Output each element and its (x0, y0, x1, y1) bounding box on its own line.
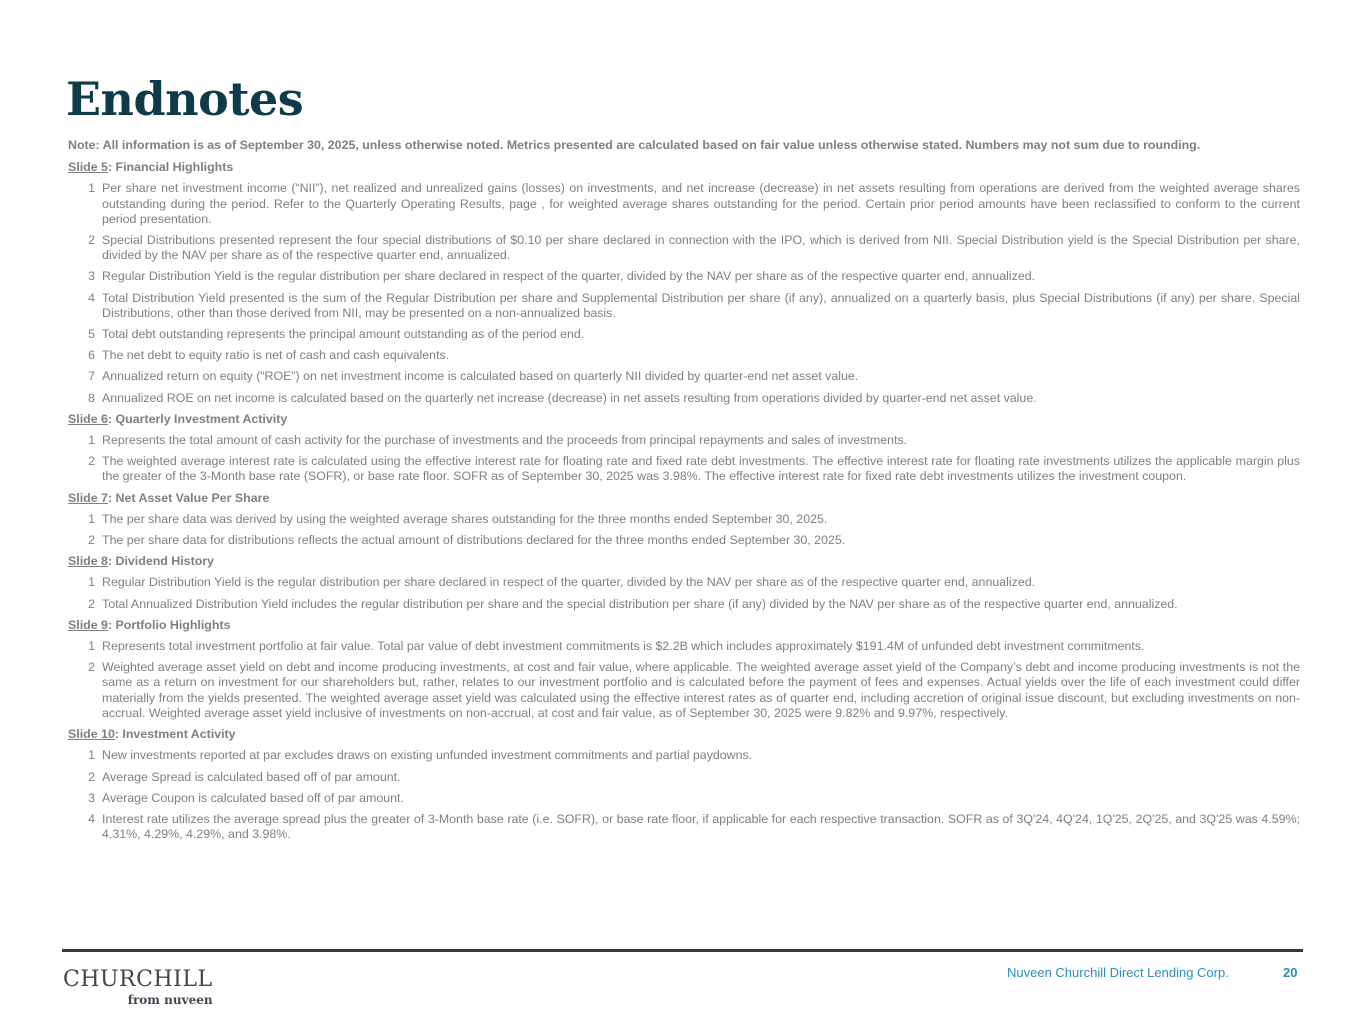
endnote-item (68, 748, 1300, 763)
section-heading (68, 727, 1300, 742)
endnote-item (68, 533, 1300, 548)
endnote-number: 1 (88, 748, 95, 763)
slide-reference-link[interactable]: Slide 8 (68, 554, 108, 569)
churchill-logo (63, 968, 213, 1006)
section-heading (68, 554, 1300, 569)
endnote-item (68, 181, 1300, 227)
endnote-text: Total Distribution Yield presented is the sum of the Regular Distribution per share and Supplemental Distribution per share (if any), annualized on a quarterly basis, plus Special Distributions (if any) per share. Special Distributions, other than those derived from NII, may be presented on a non-annualized basis. (102, 290, 1300, 320)
endnote-item (68, 575, 1300, 590)
endnote-number: 7 (88, 369, 95, 384)
endnote-text: Total debt outstanding represents the principal amount outstanding as of the period end. (102, 327, 585, 342)
endnote-text: Annualized ROE on net income is calculated based on the quarterly net increase (decrease) in net assets resulting from operations divided by quarter-end net asset value. (102, 390, 1037, 405)
logo-sub-text: from nuveen (127, 993, 213, 1007)
endnote-number: 2 (88, 533, 95, 548)
endnote-item (68, 812, 1300, 842)
endnote-text: The per share data for distributions reflects the actual amount of distributions declared for the three months ended September 30, 2025. (102, 533, 846, 548)
endnote-text: Special Distributions presented represent the four special distributions of $0.10 per share declared in connection with the IPO, which is derived from NII. Special Distribution yield is the Special Distribution per share, divided by the NAV per share as of the respective quarter end, annualized. (102, 233, 1300, 263)
endnote-item (68, 454, 1300, 484)
endnote-text: Total Annualized Distribution Yield includes the regular distribution per share and the special distribution per share (if any) divided by the NAV per share as of the respective quarter end, annualized. (102, 596, 1178, 611)
section-heading (68, 412, 1300, 427)
endnote-section (68, 554, 1300, 612)
endnote-text: The weighted average interest rate is calculated using the effective interest rate for floating rate and fixed rate debt investments. The effective interest rate for floating rate investments utilizes the applicable margin plus the greater of the 3-Month base rate (SOFR), or base rate floor. SOFR as of September 30, 2025 was 3.98%. The effective interest rate for fixed rate debt investments utilizes the investment coupon. (102, 454, 1300, 484)
footer-company-name: Nuveen Churchill Direct Lending Corp. (1007, 965, 1229, 980)
endnote-text: Interest rate utilizes the average spread plus the greater of 3-Month base rate (i.e. SOFR), or base rate floor, if applicable for each respective transaction. SOFR as of 3Q'24, 4Q'24, 1Q'25, 2Q'25, and 3Q'25 was 4.59%; 4.31%, 4.29%, 4.29%, and 3.98%. (102, 811, 1300, 842)
note-text: Note: All information is as of September 30, 2025, unless otherwise noted. Metrics presented are calculated based on fair value unless otherwise stated. Numbers may not sum due to rounding. (68, 138, 1201, 152)
section-heading-text: : Net Asset Value Per Share (107, 490, 270, 505)
endnote-section (68, 491, 1300, 549)
endnote-item (68, 770, 1300, 785)
endnote-section (68, 618, 1300, 721)
endnote-number: 1 (88, 639, 95, 654)
endnote-number: 4 (88, 811, 95, 826)
slide-reference-link[interactable]: Slide 5 (68, 160, 108, 175)
section-heading (68, 491, 1300, 506)
endnote-number: 6 (88, 348, 95, 363)
section-heading-text: : Dividend History (107, 554, 214, 569)
endnote-text: Regular Distribution Yield is the regular distribution per share declared in respect of the quarter, divided by the NAV per share as of the respective quarter end, annualized. (102, 269, 1036, 284)
endnote-number: 4 (88, 290, 95, 305)
endnote-number: 3 (88, 269, 95, 284)
endnote-item (68, 369, 1300, 384)
section-heading (68, 618, 1300, 633)
endnote-number: 3 (88, 790, 95, 805)
endnote-text: New investments reported at par excludes draws on existing unfunded investment commitments and partial paydowns. (102, 748, 753, 763)
endnote-number: 2 (88, 596, 95, 611)
slide-reference-link[interactable]: Slide 6 (68, 411, 108, 426)
endnote-number: 2 (88, 454, 95, 469)
endnote-item (68, 597, 1300, 612)
logo-main-text: CHURCHILL (63, 967, 213, 992)
section-heading-text: : Quarterly Investment Activity (107, 411, 288, 426)
endnote-sections (68, 160, 1300, 842)
endnote-number: 2 (88, 660, 95, 675)
endnote-item (68, 391, 1300, 406)
endnote-text: Per share net investment income (“NII”), net realized and unrealized gains (losses) on investments, and net increase (decrease) in net assets resulting from operations are derived from the weighted average shares outstanding during the period. Refer to the Quarterly Operating Results, page , for weighted average shares outstanding for the period. Certain prior period amounts have been reclassified to conform to the current period presentation. (102, 181, 1300, 226)
endnote-text: Represents the total amount of cash activity for the purchase of investments and the proceeds from principal repayments and sales of investments. (102, 433, 908, 448)
endnote-number: 1 (88, 575, 95, 590)
endnote-section (68, 160, 1300, 406)
endnote-text: Weighted average asset yield on debt and income producing investments, at cost and fair value, where applicable. The weighted average asset yield of the Company’s debt and income producing investments is not the same as a return on investment for our shareholders but, rather, relates to our investment portfolio and is calculated before the payment of fees and expenses. Actual yields over the life of each investment could differ materially from the yields presented. The weighted average asset yield was calculated using the effective interest rates as of quarter end, including accretion of original issue discount, but excluding investments on non-accrual. Weighted average asset yield inclusive of investments on non-accrual, at cost and fair value, as of September 30, 2025 were 9.82% and 9.97%, respectively. (102, 660, 1300, 720)
slide-reference-link[interactable]: Slide 9 (68, 617, 108, 632)
endnote-number: 2 (88, 769, 95, 784)
endnote-number: 1 (88, 181, 95, 196)
endnote-number: 8 (88, 390, 95, 405)
endnote-text: The net debt to equity ratio is net of cash and cash equivalents. (102, 348, 450, 363)
footer-divider (62, 949, 1303, 952)
endnote-text: Average Coupon is calculated based off of par amount. (102, 790, 404, 805)
endnote-item (68, 512, 1300, 527)
slide-reference-link[interactable]: Slide 7 (68, 490, 108, 505)
slide-reference-link[interactable]: Slide 10 (68, 727, 115, 742)
endnote-item (68, 291, 1300, 321)
section-heading-text: : Financial Highlights (107, 160, 234, 175)
page-title: Endnotes (66, 72, 304, 126)
endnote-item (68, 269, 1300, 284)
endnote-item (68, 233, 1300, 263)
endnote-section (68, 412, 1300, 485)
endnote-item (68, 327, 1300, 342)
endnote-text: Represents total investment portfolio at fair value. Total par value of debt investment commitments is $2.2B which includes approximately $191.4M of unfunded debt investment commitments. (102, 639, 1145, 654)
endnote-item (68, 660, 1300, 721)
section-heading-text: : Portfolio Highlights (107, 617, 231, 632)
endnote-number: 1 (88, 433, 95, 448)
endnote-text: The per share data was derived by using the weighted average shares outstanding for the three months ended September 30, 2025. (102, 511, 828, 526)
endnote-text: Annualized return on equity (“ROE”) on net investment income is calculated based on quarterly NII divided by quarter-end net asset value. (102, 369, 859, 384)
endnote-section (68, 727, 1300, 842)
endnotes-content (68, 138, 1300, 848)
section-heading-text: : Investment Activity (114, 727, 236, 742)
endnote-item (68, 348, 1300, 363)
page-number: 20 (1283, 965, 1298, 980)
endnote-number: 5 (88, 327, 95, 342)
endnote-item (68, 433, 1300, 448)
section-heading (68, 160, 1300, 175)
endnote-number: 2 (88, 233, 95, 248)
endnote-text: Regular Distribution Yield is the regular distribution per share declared in respect of the quarter, divided by the NAV per share as of the respective quarter end, annualized. (102, 575, 1036, 590)
endnote-item (68, 791, 1300, 806)
endnote-number: 1 (88, 511, 95, 526)
endnote-item (68, 639, 1300, 654)
endnote-text: Average Spread is calculated based off of par amount. (102, 769, 401, 784)
